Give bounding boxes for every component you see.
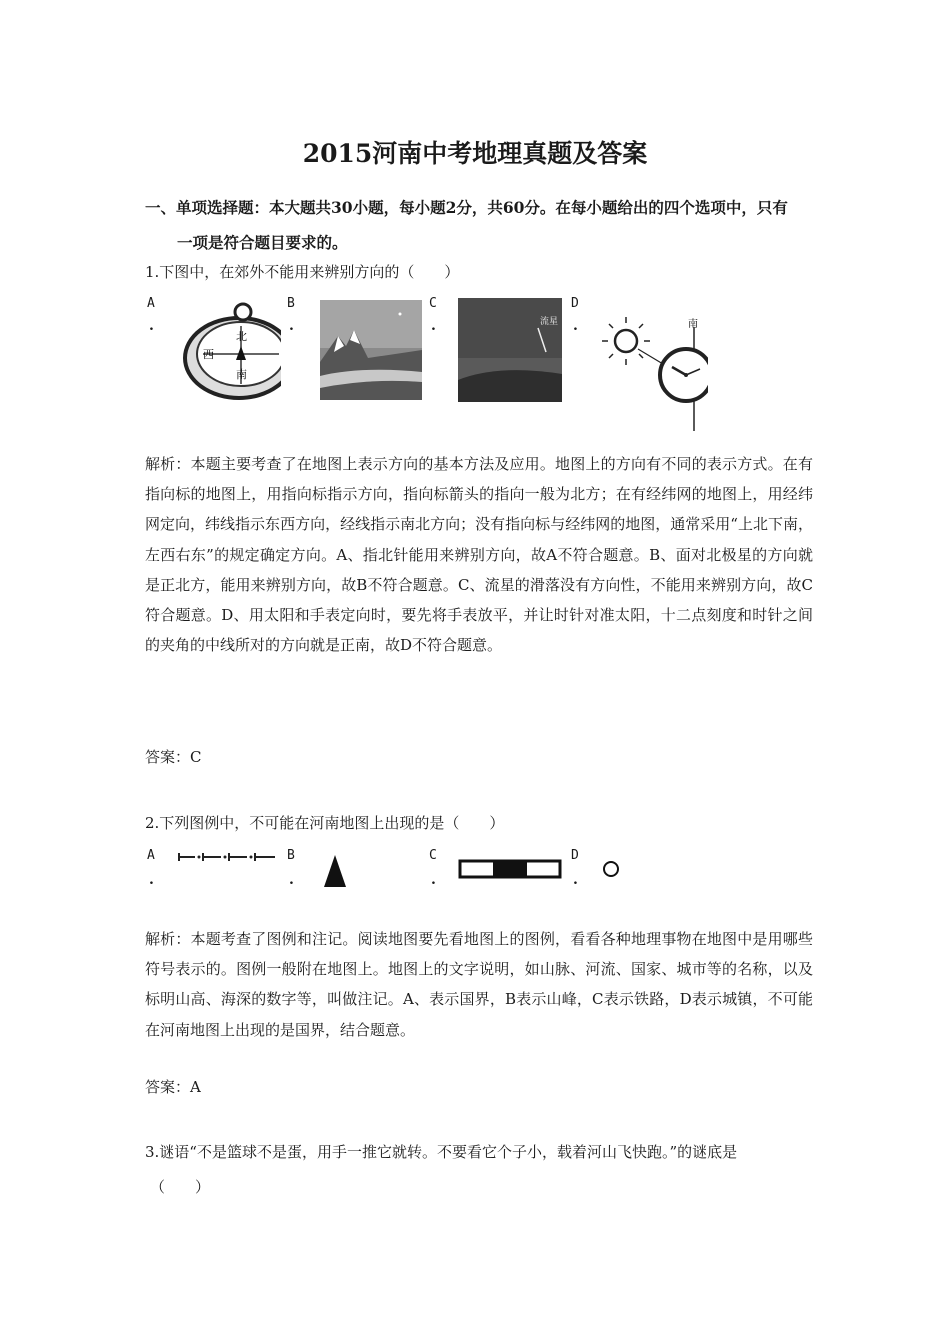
question-1-stem: 1.下图中，在郊外不能用来辨别方向的（ ）	[145, 263, 460, 281]
q1-option-d-label: D	[571, 296, 579, 311]
q2-answer: 答案：A	[145, 1078, 201, 1096]
q2-option-b-label: B	[287, 848, 295, 863]
q1-option-b-label: B	[287, 296, 295, 311]
compass-west-text: 西	[203, 348, 214, 361]
town-symbol	[601, 859, 621, 879]
sun-watch-image	[600, 313, 708, 431]
meteor-image	[458, 298, 562, 402]
meteor-label: 流星	[540, 317, 559, 327]
q2-option-d-dot: .	[573, 872, 578, 888]
question-3-stem-line1: 3.谜语“不是篮球不是蛋，用手一推它就转。不要看它个子小，载着河山飞快跑。”的谜底是	[145, 1143, 738, 1161]
q1-option-a-dot: .	[149, 318, 154, 334]
section-heading	[145, 190, 815, 260]
q2-option-c-label: C	[429, 848, 437, 863]
page-title: 2015河南中考地理真题及答案	[302, 139, 648, 168]
section-heading-line2: 一项是符合题目要求的。	[177, 233, 348, 252]
q1-analysis: 解析：本题主要考查了在地图上表示方向的基本方法及应用。地图上的方向有不同的表示方式。在有指向标的地图上，用指向标指示方向，指向标箭头的指向一般为北方；在有经纬网的地图上，用经纬网定向，纬线指示东西方向，经线指示南北方向；没有指向标与经纬网的地图，通常采用“上北下南，左西右东”的规定确定方向。A、指北针能用来辨别方向，故A不符合题意。B、面对北极星的方向就是正北方，能用来辨别方向，故B不符合题意。C、流星的滑落没有方向性，不能用来辨别方向，故C符合题意。D、用太阳和手表定向时，要先将手表放平，并让时针对准太阳，十二点刻度和时针之间的夹角的中线所对的方向就是正南，故D不符合题意。	[145, 455, 813, 655]
q2-analysis: 解析：本题考查了图例和注记。阅读地图要先看地图上的图例，看看各种地理事物在地图中是用哪些符号表示的。图例一般附在地图上。地图上的文字说明，如山脉、河流、国家、城市等的名称，以及标明山高、海深的数字等，叫做注记。A、表示国界，B表示山峰，C表示铁路，D表示城镇，不可能在河南地图上出现的是国界，结合题意。	[145, 930, 813, 1039]
question-2-stem: 2.下列图例中，不可能在河南地图上出现的是（ ）	[145, 814, 505, 832]
compass-north-text: 北	[236, 330, 247, 343]
clock-south-label: 南	[688, 319, 698, 330]
q1-option-c-label: C	[429, 296, 437, 311]
q1-option-d-dot: .	[573, 318, 578, 334]
q2-option-a-dot: .	[149, 872, 154, 888]
section-heading-line1: 一、单项选择题：本大题共30小题，每小题2分，共60分。在每小题给出的四个选项中，只有	[145, 198, 788, 217]
q1-option-c-dot: .	[431, 318, 436, 334]
compass-south-text: 南	[236, 368, 247, 381]
q1-option-b-dot: .	[289, 318, 294, 334]
q1-option-a-label: A	[147, 296, 155, 311]
question-3-stem-line2: （ ）	[150, 1178, 211, 1196]
q2-option-d-label: D	[571, 848, 579, 863]
q2-option-c-dot: .	[431, 872, 436, 888]
railway-symbol	[458, 858, 562, 880]
border-line-symbol	[177, 850, 279, 864]
north-star-landscape-image	[320, 300, 422, 400]
q2-option-b-dot: .	[289, 872, 294, 888]
compass-image	[183, 300, 281, 400]
q2-option-a-label: A	[147, 848, 155, 863]
q1-answer: 答案：C	[145, 748, 202, 766]
mountain-peak-symbol	[322, 853, 348, 889]
